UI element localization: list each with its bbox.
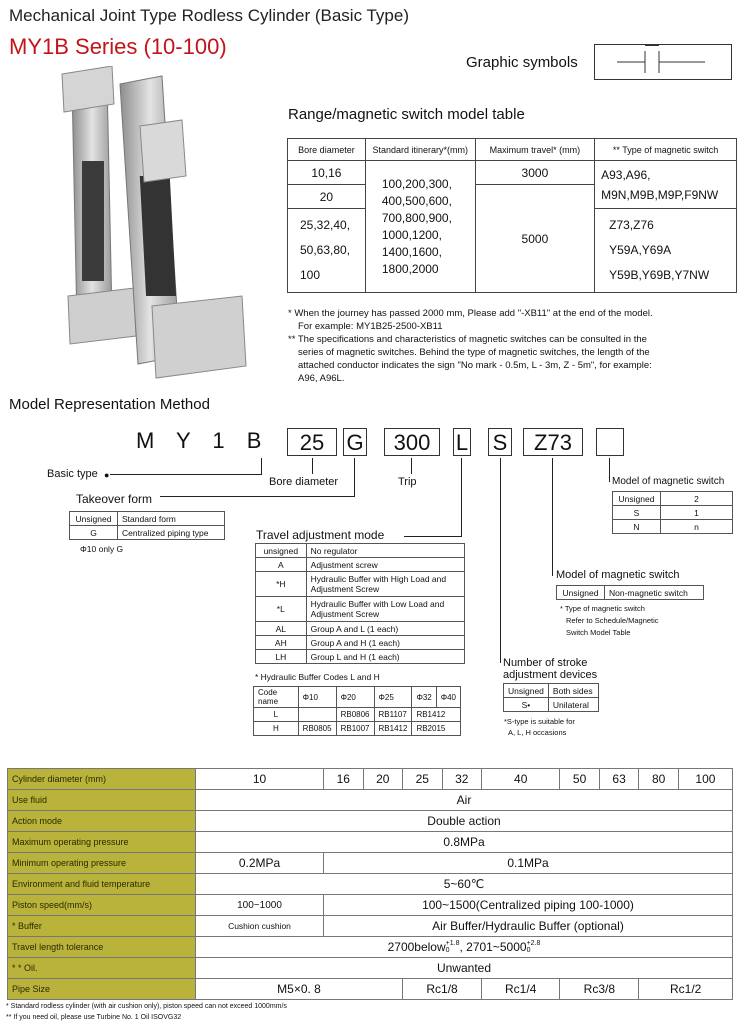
note-line: * When the journey has passed 2000 mm, Please add "-XB11" at the end of the model.: [288, 308, 653, 319]
page-title: Mechanical Joint Type Rodless Cylinder (Basic Type): [9, 6, 409, 25]
code-switch: Z73: [523, 428, 583, 456]
stroke-line: 700,800,900,: [381, 210, 452, 225]
cell: *H: [256, 572, 307, 597]
takeover-table: [69, 511, 225, 540]
code-prefix: M Y 1 B: [136, 428, 262, 453]
cell: Φ25: [374, 687, 412, 708]
spec-value: Rc1/2: [639, 979, 733, 1000]
diameter-cell: 63: [599, 769, 639, 790]
footnote-2: ** If you need oil, please use Turbine No. 1 Oil ISOVG32: [6, 1014, 182, 1021]
graphic-symbols-label: Graphic symbols: [466, 54, 578, 71]
switch-model-title: Model of magnetic switch: [556, 569, 680, 581]
buffer-table: [253, 686, 461, 736]
bore-line: 25,32,40,: [300, 218, 351, 232]
cell: RB0805: [298, 722, 336, 736]
stroke-line: 1800,2000: [381, 261, 439, 276]
cylinder-symbol-icon: [595, 45, 731, 79]
diameter-cell: 25: [403, 769, 443, 790]
switch-line: Y59B,Y69B,Y7NW: [609, 268, 710, 282]
graphic-symbol: [594, 44, 732, 80]
cell: No regulator: [306, 544, 464, 558]
cell: S: [613, 506, 661, 520]
cell: AL: [256, 622, 307, 636]
stroke-line: 1000,1200,: [381, 227, 442, 242]
cell: RB1412: [412, 708, 461, 722]
cell: A: [256, 558, 307, 572]
cell: RB1412: [374, 722, 412, 736]
takeover-note: Φ10 only G: [80, 544, 124, 554]
header-switch: ** Type of magnetic switch: [595, 139, 737, 161]
tol-b: , 2701~5000: [459, 939, 527, 954]
spec-value: 0.1MPa: [324, 853, 733, 874]
spec-value: 5~60℃: [196, 874, 733, 895]
bore-cell: 20: [288, 185, 366, 209]
cell: Φ40: [436, 687, 460, 708]
range-table: [287, 138, 737, 293]
max-cell: 5000: [475, 185, 594, 293]
note-line: ** The specifications and characteristics of magnetic switches can be consulted in the: [288, 334, 647, 345]
note-line: Refer to Schedule/Magnetic: [566, 616, 659, 625]
cell: RB1007: [336, 722, 374, 736]
trip-label: Trip: [398, 476, 417, 488]
note-line: *S-type is suitable for: [504, 717, 575, 726]
spec-label: Cylinder diameter (mm): [8, 769, 196, 790]
cell: Φ10: [298, 687, 336, 708]
cell: n: [661, 520, 733, 534]
spec-label: Minimum operating pressure: [8, 853, 196, 874]
spec-label: Travel length tolerance: [8, 937, 196, 958]
spec-label: * * Oil.: [8, 958, 196, 979]
cell: AH: [256, 636, 307, 650]
cell: LH: [256, 650, 307, 664]
stroke-line: 100,200,300,: [381, 176, 452, 191]
switch-line: M9N,M9B,M9P,F9NW: [601, 187, 719, 202]
cell: Code name: [254, 687, 299, 708]
switch-cell: [595, 161, 737, 209]
spec-value: 100~1000: [196, 895, 324, 916]
code-travel: L: [453, 428, 471, 456]
spec-value: Cushion cushion: [196, 916, 324, 937]
cell: Unsigned: [70, 512, 118, 526]
switch-cell: [595, 209, 737, 293]
max-cell: 3000: [475, 161, 594, 185]
tol-a-sup: +1.8: [445, 940, 460, 948]
product-photo: [52, 66, 252, 384]
footnote-1: * Standard rodless cylinder (with air cushion only), piston speed can not exceed 1000mm/s: [6, 1003, 287, 1010]
spec-value: Rc3/8: [560, 979, 639, 1000]
cell: H: [254, 722, 299, 736]
diameter-cell: 40: [482, 769, 560, 790]
note-line: For example: MY1B25-2500-XB11: [298, 321, 443, 332]
note-line: Switch Model Table: [566, 628, 631, 637]
header-stroke: Standard itinerary*(mm): [365, 139, 475, 161]
bore-cell: [288, 209, 366, 293]
spec-value: Rc1/8: [403, 979, 482, 1000]
cell: Unsigned: [557, 586, 605, 600]
cell: Unsigned: [504, 684, 549, 698]
code-trip: 300: [384, 428, 440, 456]
tol-a-sub: 0: [445, 947, 450, 955]
range-table-title: Range/magnetic switch model table: [288, 106, 525, 123]
cell: Standard form: [118, 512, 225, 526]
takeover-title: Takeover form: [76, 492, 153, 506]
bore-cell: 10,16: [288, 161, 366, 185]
note-line: series of magnetic switches. Behind the type of magnetic switches, the length of the: [298, 347, 650, 358]
series-title: MY1B Series (10-100): [9, 34, 227, 59]
title-line: adjustment devices: [503, 669, 598, 681]
cell: Unilateral: [548, 698, 598, 712]
num-switch-title: Model of magnetic switch: [612, 476, 725, 487]
cell: Hydraulic Buffer with Low Load and Adjustment Screw: [306, 597, 464, 622]
title-line: Number of stroke: [503, 657, 588, 669]
stroke-line: 400,500,600,: [381, 193, 452, 208]
tol-a: 2700below: [387, 939, 446, 954]
spec-label: Piston speed(mm/s): [8, 895, 196, 916]
spec-value: 100~1500(Centralized piping 100-1000): [324, 895, 733, 916]
bore-line: 50,63,80,: [300, 243, 351, 257]
stroke-dev-note: [504, 716, 575, 738]
stroke-dev-title: [503, 657, 597, 681]
spec-table: [7, 768, 733, 1000]
travel-mode-table: [255, 543, 465, 664]
tol-b-sup: +2.8: [526, 940, 541, 948]
diameter-cell: 50: [560, 769, 600, 790]
diameter-cell: 32: [442, 769, 482, 790]
cell: Adjustment screw: [306, 558, 464, 572]
code-bore: 25: [287, 428, 337, 456]
spec-label: * Buffer: [8, 916, 196, 937]
cell: RB1107: [374, 708, 412, 722]
diameter-cell: 100: [678, 769, 732, 790]
cell: L: [254, 708, 299, 722]
code-num-switch: [596, 428, 624, 456]
spec-label: Use fluid: [8, 790, 196, 811]
cell: N: [613, 520, 661, 534]
spec-label: Action mode: [8, 811, 196, 832]
travel-mode-title: Travel adjustment mode: [256, 528, 385, 542]
stroke-cell: [365, 161, 475, 293]
note-line: A, L, H occasions: [508, 728, 567, 737]
spec-value: Double action: [196, 811, 733, 832]
cell: Group A and H (1 each): [306, 636, 464, 650]
buffer-note: * Hydraulic Buffer Codes L and H: [255, 672, 380, 682]
spec-label: Environment and fluid temperature: [8, 874, 196, 895]
switch-line: Z73,Z76: [609, 218, 654, 232]
spec-value: M5×0. 8: [196, 979, 403, 1000]
spec-value: Rc1/4: [482, 979, 560, 1000]
diameter-cell: 16: [324, 769, 364, 790]
spec-value: 0.2MPa: [196, 853, 324, 874]
header-max: Maximum travel* (mm): [475, 139, 594, 161]
note-line: attached conductor indicates the sign "No mark - 0.5m, L - 3m, Z - 5m", for example:: [298, 360, 652, 371]
note-line: A96, A96L.: [298, 373, 345, 384]
bore-line: 100: [300, 268, 321, 282]
cell: 2: [661, 492, 733, 506]
cell: Φ32: [412, 687, 436, 708]
cell: Non-magnetic switch: [605, 586, 704, 600]
notes: [288, 307, 738, 385]
cell: Unsigned: [613, 492, 661, 506]
code-stroke: S: [488, 428, 512, 456]
cell: unsigned: [256, 544, 307, 558]
bore-label: Bore diameter: [269, 476, 339, 488]
code-form: G: [343, 428, 367, 456]
note-line: * Type of magnetic switch: [560, 604, 645, 613]
cell: Group L and H (1 each): [306, 650, 464, 664]
model-section-title: Model Representation Method: [9, 396, 210, 413]
spec-label: Maximum operating pressure: [8, 832, 196, 853]
cell: Both sides: [548, 684, 598, 698]
stroke-line: 1400,1600,: [381, 244, 442, 259]
header-bore: Bore diameter: [288, 139, 366, 161]
diameter-cell: 20: [363, 769, 403, 790]
diameter-cell: 10: [196, 769, 324, 790]
cell: RB0806: [336, 708, 374, 722]
num-switch-table: [612, 491, 733, 534]
cell: S•: [504, 698, 549, 712]
cell: G: [70, 526, 118, 540]
spec-label: Pipe Size: [8, 979, 196, 1000]
switch-model-note: [560, 603, 659, 639]
cell: Group A and L (1 each): [306, 622, 464, 636]
spec-value: [196, 937, 733, 958]
tol-b-sub: 0: [526, 947, 531, 955]
stroke-dev-table: [503, 683, 599, 712]
cell: Φ20: [336, 687, 374, 708]
spec-value: 0.8MPa: [196, 832, 733, 853]
basic-type-label: Basic type: [47, 468, 98, 480]
switch-line: Y59A,Y69A: [609, 243, 672, 257]
spec-value: Air: [196, 790, 733, 811]
cell: *L: [256, 597, 307, 622]
cell: Centralized piping type: [118, 526, 225, 540]
spec-value: Air Buffer/Hydraulic Buffer (optional): [324, 916, 733, 937]
cell: 1: [661, 506, 733, 520]
spec-value: Unwanted: [196, 958, 733, 979]
switch-line: A93,A96,: [601, 167, 651, 182]
switch-model-table: [556, 585, 704, 600]
diameter-cell: 80: [639, 769, 679, 790]
cell: [298, 708, 336, 722]
cell: RB2015: [412, 722, 461, 736]
cell: Hydraulic Buffer with High Load and Adjustment Screw: [306, 572, 464, 597]
